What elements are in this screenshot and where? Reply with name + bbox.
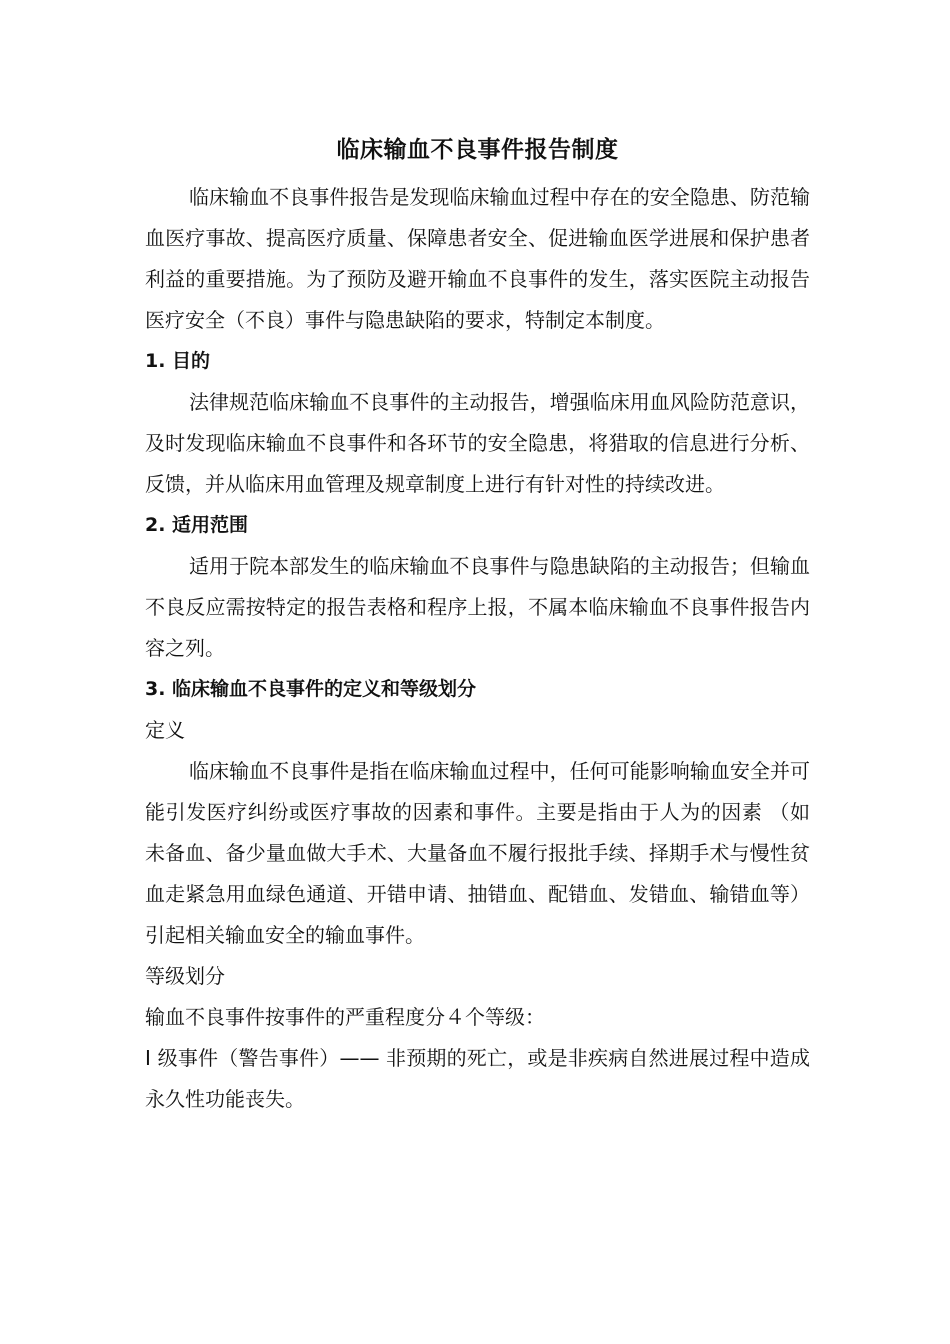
definition-body: 临床输血不良事件是指在临床输血过程中，任何可能影响输血安全并可能引发医疗纠纷或医疗事故的因素和事件。主要是指由于人为的因素 （如未备血、备少量血做大手术、大量备血不履行报批手续、择期手术与慢性贫血走紧急用血绿色通道、开错申请、抽错血、配错血、发错血、输错血等）引起相关输血安全的输血事件。: [145, 759, 810, 947]
document-title: 临床输血不良事件报告制度: [336, 137, 619, 163]
grading-level-1: Ⅰ 级事件（警告事件）—— 非预期的死亡，或是非疾病自然进展过程中造成永久性功能丧失。: [145, 1046, 810, 1111]
section-purpose-body: 法律规范临床输血不良事件的主动报告，增强临床用血风险防范意识，及时发现临床输血不良事件和各环节的安全隐患，将猎取的信息进行分析、反馈，并从临床用血管理及规章制度上进行有针对性的持续改进。: [145, 390, 810, 496]
section-scope-body: 适用于院本部发生的临床输血不良事件与隐患缺陷的主动报告；但输血不良反应需按特定的报告表格和程序上报，不属本临床输血不良事件报告内容之列。: [145, 554, 810, 660]
grading-intro: 输血不良事件按事件的严重程度分４个等级：: [145, 1005, 545, 1029]
grading-label: 等级划分: [145, 964, 225, 988]
section-purpose-heading: 1. 目的: [145, 350, 211, 372]
intro-paragraph: 临床输血不良事件报告是发现临床输血过程中存在的安全隐患、防范输血医疗事故、提高医疗质量、保障患者安全、促进输血医学进展和保护患者利益的重要措施。为了预防及避开输血不良事件的发生，落实医院主动报告医疗安全（不良）事件与隐患缺陷的要求，特制定本制度。: [145, 185, 810, 332]
section-scope-heading: 2. 适用范围: [145, 514, 249, 536]
definition-label: 定义: [145, 718, 185, 742]
document-body: [145, 128, 810, 1120]
section-definition-heading: 3. 临床输血不良事件的定义和等级划分: [145, 678, 477, 700]
